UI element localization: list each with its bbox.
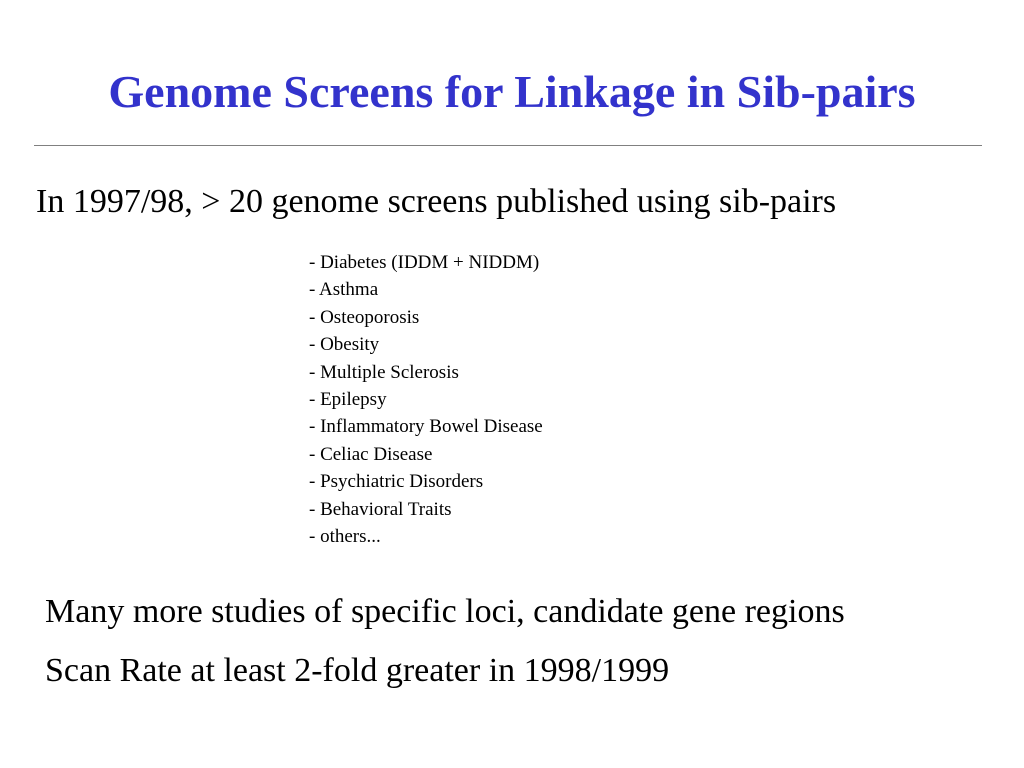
list-item: - Obesity bbox=[309, 334, 380, 356]
list-item: - Epilepsy bbox=[309, 389, 387, 411]
list-item: - Asthma bbox=[309, 279, 379, 301]
list-item: - Multiple Sclerosis bbox=[309, 361, 459, 383]
loci-studies-text: Many more studies of specific loci, candidate gene regions bbox=[45, 593, 845, 630]
slide-title: Genome Screens for Linkage in Sib-pairs bbox=[108, 66, 916, 117]
disease-list bbox=[309, 249, 543, 550]
scan-rate-text: Scan Rate at least 2-fold greater in 1998/1999 bbox=[45, 652, 670, 689]
list-item: - Diabetes (IDDM + NIDDM) bbox=[309, 252, 540, 273]
list-item: - Psychiatric Disorders bbox=[309, 471, 484, 493]
list-item: - Behavioral Traits bbox=[309, 498, 452, 520]
list-item: - Osteoporosis bbox=[309, 306, 420, 328]
title-divider bbox=[34, 145, 982, 146]
list-item: - Inflammatory Bowel Disease bbox=[309, 416, 543, 438]
list-item: - Celiac Disease bbox=[309, 443, 433, 465]
intro-text: In 1997/98, > 20 genome screens published using sib-pairs bbox=[36, 183, 837, 220]
list-item: - others... bbox=[309, 526, 381, 548]
